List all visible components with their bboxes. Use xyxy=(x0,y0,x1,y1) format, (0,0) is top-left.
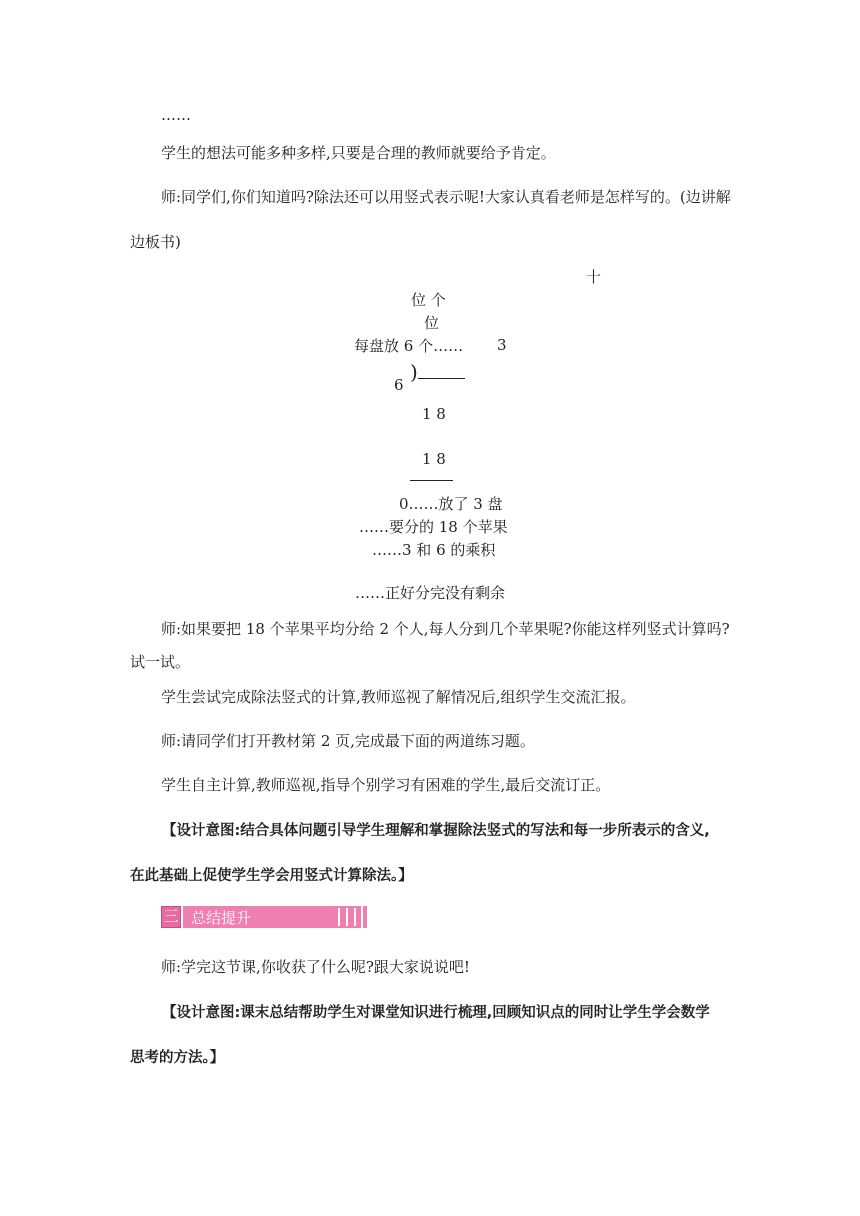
divisor-digit: 6 xyxy=(394,376,404,394)
design-intent-1-cont: 在此基础上促使学生学会用竖式计算除法。】 xyxy=(130,868,413,884)
division-bar xyxy=(418,378,465,379)
quotient-digit: 3 xyxy=(497,336,507,354)
paragraph-teacher-vertical-intro: 师:同学们,你们知道吗?除法还可以用竖式表示呢!大家认真看老师是怎样写的。(边讲解 xyxy=(161,188,731,206)
design-intent-1: 【设计意图:结合具体问题引导学生理解和掌握除法竖式的写法和每一步所表示的含义, xyxy=(162,823,710,839)
note-apples: ……要分的 18 个苹果 xyxy=(359,518,508,536)
design-intent-2-cont: 思考的方法。】 xyxy=(130,1050,225,1066)
paragraph-apples-question: 师:如果要把 18 个苹果平均分给 2 个人,每人分到几个苹果呢?你能这样列竖式计算吗? xyxy=(161,620,730,638)
product-digits: 1 8 xyxy=(422,450,446,468)
paragraph-summary-question: 师:学完这节课,你收获了什么呢?跟大家说说吧! xyxy=(161,958,470,976)
paragraph-apples-question-cont: 试一试。 xyxy=(130,653,191,671)
place-labels-2: 位 xyxy=(424,314,440,332)
ellipsis-line: …… xyxy=(161,106,191,124)
remainder-note: 0……放了 3 盘 xyxy=(399,495,503,513)
division-bracket: ) xyxy=(410,360,418,384)
banner-stripe xyxy=(354,908,356,926)
each-plate-note: 每盘放 6 个…… xyxy=(354,337,464,355)
design-intent-2: 【设计意图:课末总结帮助学生对课堂知识进行梳理,回顾知识点的同时让学生学会数学 xyxy=(162,1005,710,1021)
paragraph-open-textbook: 师:请同学们打开教材第 2 页,完成最下面的两道练习题。 xyxy=(161,732,535,750)
place-labels: 位 个 xyxy=(411,291,446,309)
section-title: 总结提升 xyxy=(191,909,252,927)
banner-stripe xyxy=(346,908,348,926)
section-title-bar xyxy=(183,906,361,928)
tens-label: 十 xyxy=(586,268,602,286)
paragraph-student-ideas: 学生的想法可能多种多样,只要是合理的教师就要给予肯定。 xyxy=(161,144,556,162)
paragraph-teacher-vertical-intro-cont: 边板书) xyxy=(130,233,181,251)
banner-tail xyxy=(363,906,367,928)
dividend-digits: 1 8 xyxy=(422,405,446,423)
banner-stripe xyxy=(338,908,340,926)
paragraph-students-try: 学生尝试完成除法竖式的计算,教师巡视了解情况后,组织学生交流汇报。 xyxy=(161,688,636,706)
paragraph-self-calc: 学生自主计算,教师巡视,指导个别学习有困难的学生,最后交流订正。 xyxy=(161,776,611,794)
section-number: 三 xyxy=(161,906,181,928)
note-product: ……3 和 6 的乘积 xyxy=(372,541,496,559)
section-banner xyxy=(161,906,367,928)
subtraction-line xyxy=(410,480,453,481)
note-none-left: ……正好分完没有剩余 xyxy=(355,584,506,602)
